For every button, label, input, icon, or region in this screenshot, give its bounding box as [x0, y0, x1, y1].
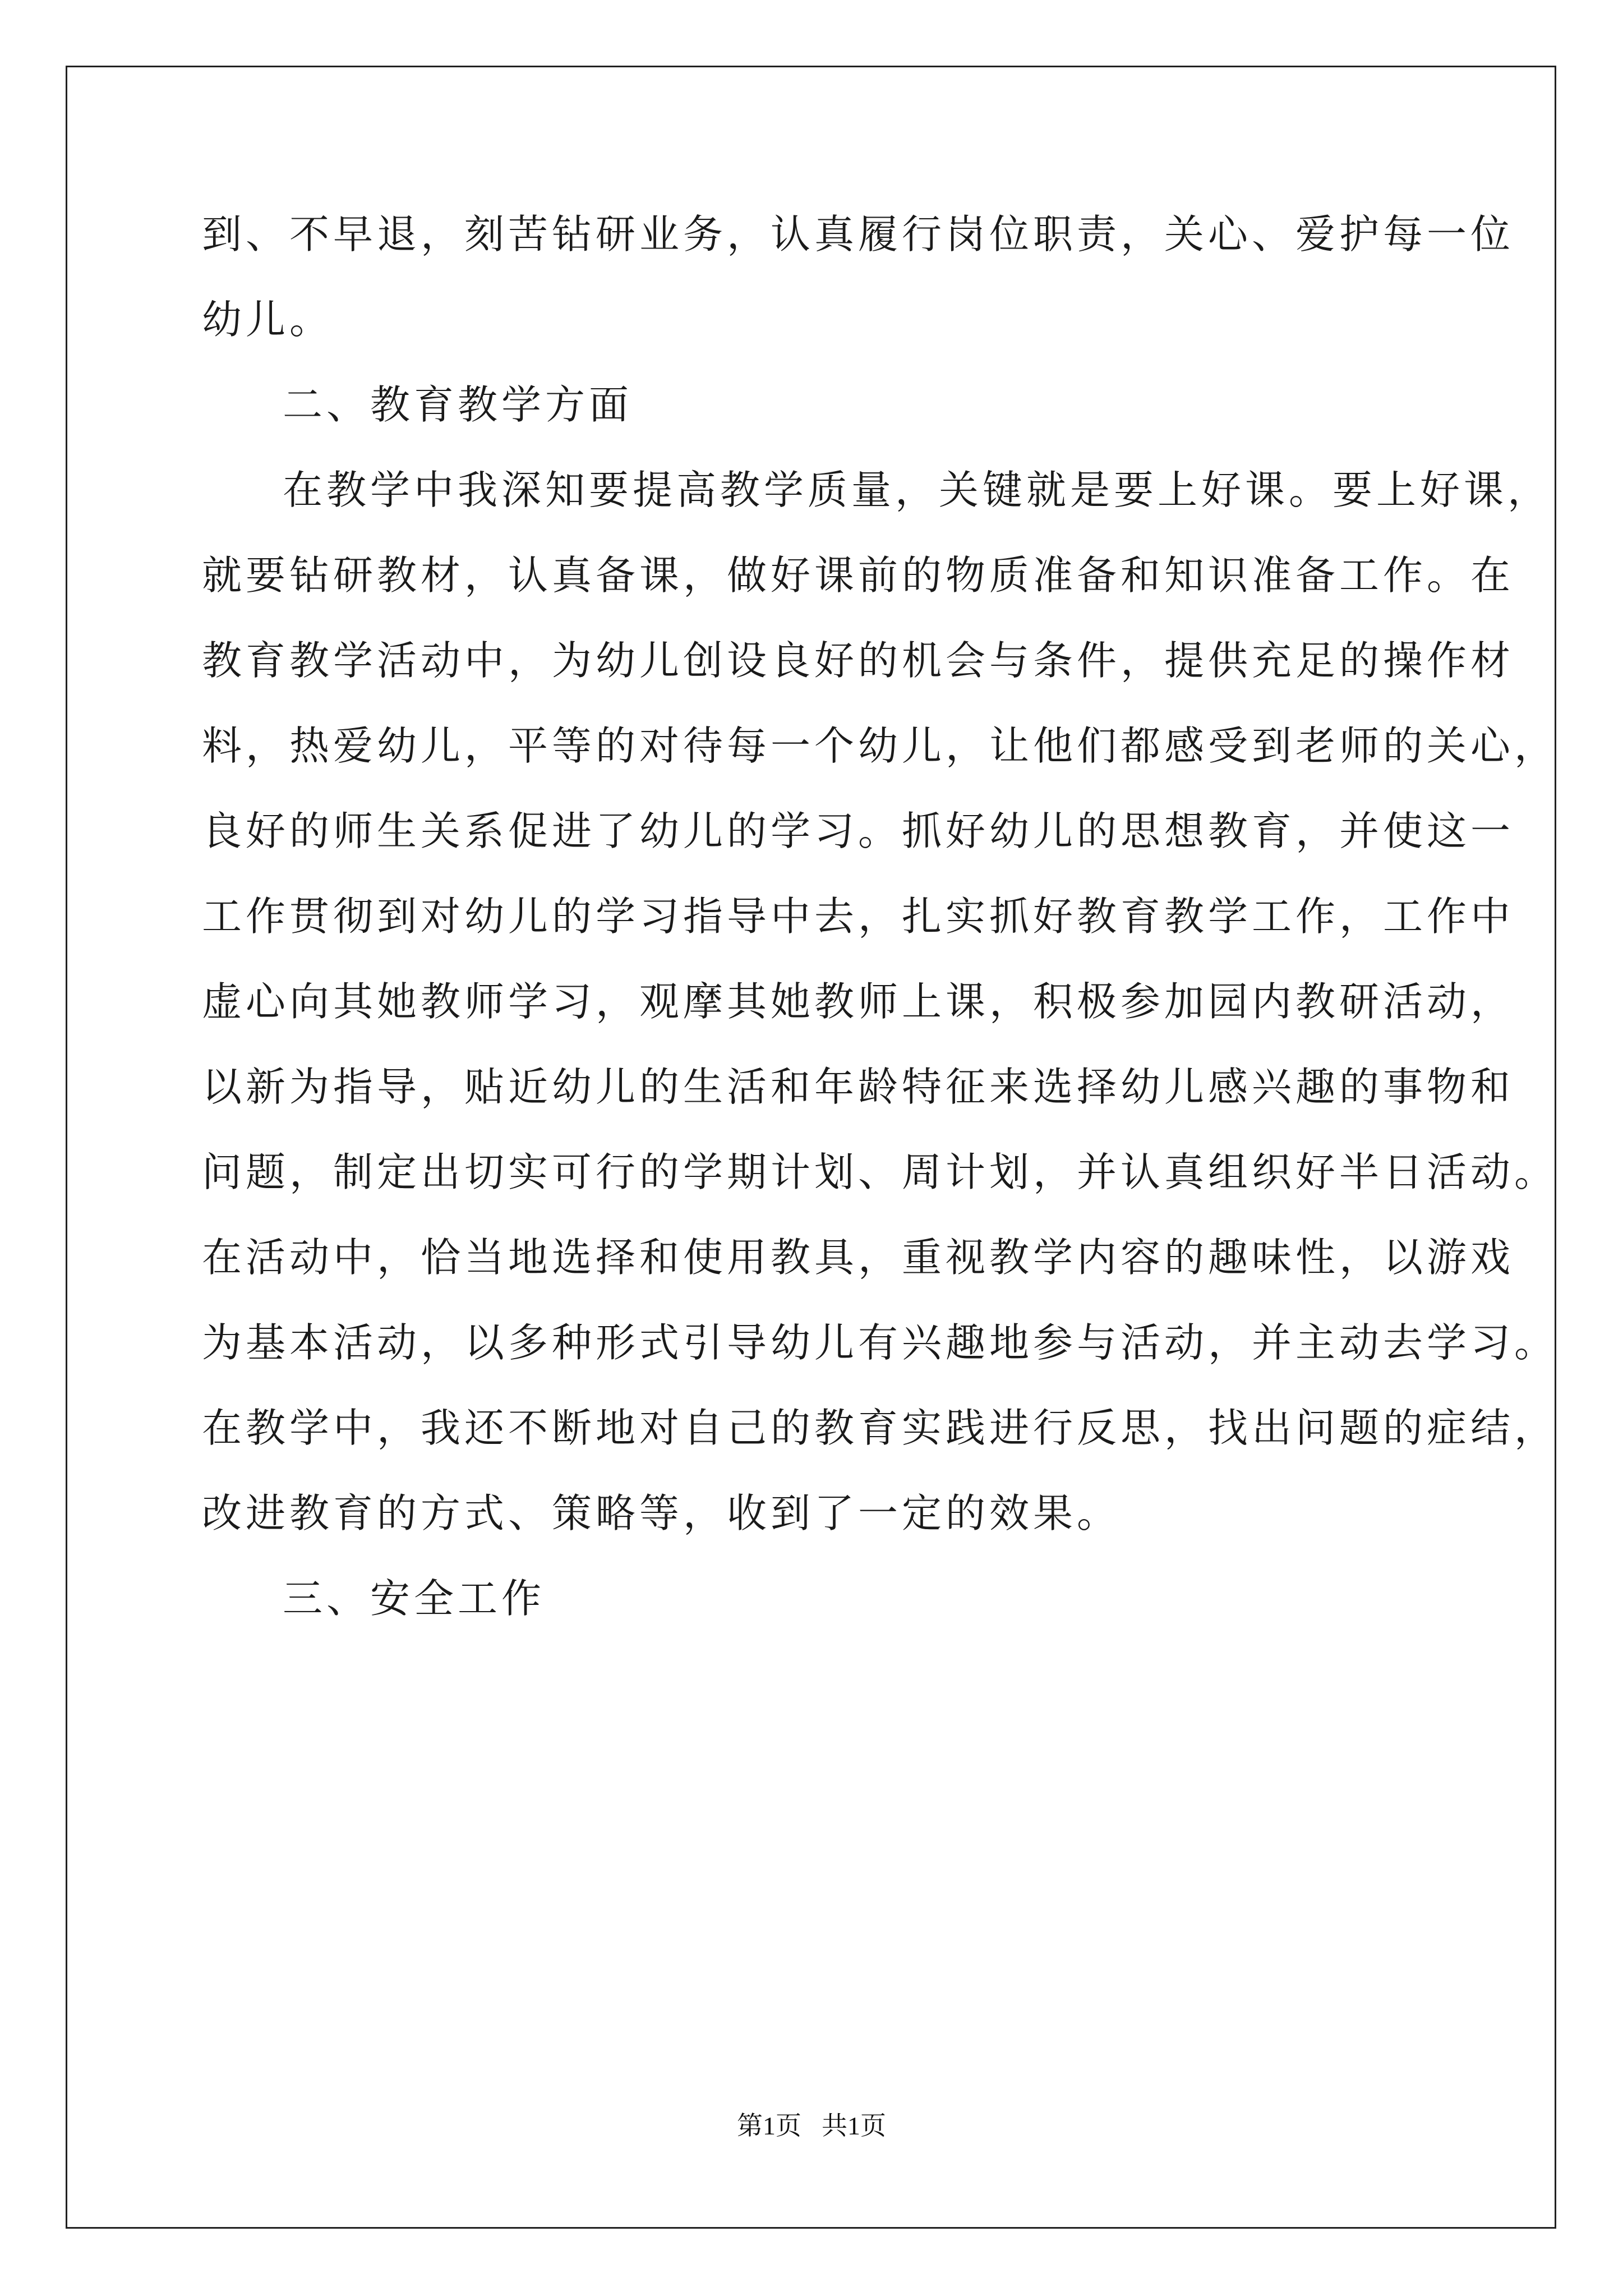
body-line: 改进教育的方式、策略等，收到了一定的效果。: [202, 1490, 1121, 1536]
body-line: 就要钻研教材，认真备课，做好课前的物质准备和知识准备工作。在: [202, 552, 1515, 599]
body-line: 以新为指导，贴近幼儿的生活和年龄特征来选择幼儿感兴趣的事物和: [202, 1064, 1515, 1110]
body-line: 虚心向其她教师学习，观摩其她教师上课，积极参加园内教研活动，: [202, 978, 1515, 1025]
page-number-total: 共1页: [822, 2111, 886, 2140]
body-line: 料，热爱幼儿，平等的对待每一个幼儿，让他们都感受到老师的关心，: [202, 723, 1559, 769]
body-line: 为基本活动，以多种形式引导幼儿有兴趣地参与活动，并主动去学习。: [202, 1319, 1559, 1366]
body-line: 在活动中，恰当地选择和使用教具，重视教学内容的趣味性，以游戏: [202, 1234, 1515, 1281]
body-line: 良好的师生关系促进了幼儿的学习。抓好幼儿的思想教育，并使这一: [202, 808, 1515, 854]
body-line: 工作贯彻到对幼儿的学习指导中去，扎实抓好教育教学工作，工作中: [202, 893, 1515, 940]
section-heading: 二、教育教学方面: [283, 381, 633, 428]
body-line: 在教学中，我还不断地对自己的教育实践进行反思，找出问题的症结，: [202, 1405, 1559, 1451]
section-heading: 三、安全工作: [283, 1575, 546, 1622]
body-line: 在教学中我深知要提高教学质量，关键就是要上好课。要上好课，: [283, 467, 1552, 513]
body-line: 到、不早退，刻苦钻研业务，认真履行岗位职责，关心、爱护每一位: [202, 211, 1515, 257]
page-footer: [0, 2110, 1623, 2142]
body-line: 教育教学活动中，为幼儿创设良好的机会与条件，提供充足的操作材: [202, 637, 1515, 684]
body-line: 幼儿。: [202, 296, 334, 343]
body-line: 问题，制定出切实可行的学期计划、周计划，并认真组织好半日活动。: [202, 1149, 1559, 1195]
page-number-current: 第1页: [737, 2111, 801, 2140]
